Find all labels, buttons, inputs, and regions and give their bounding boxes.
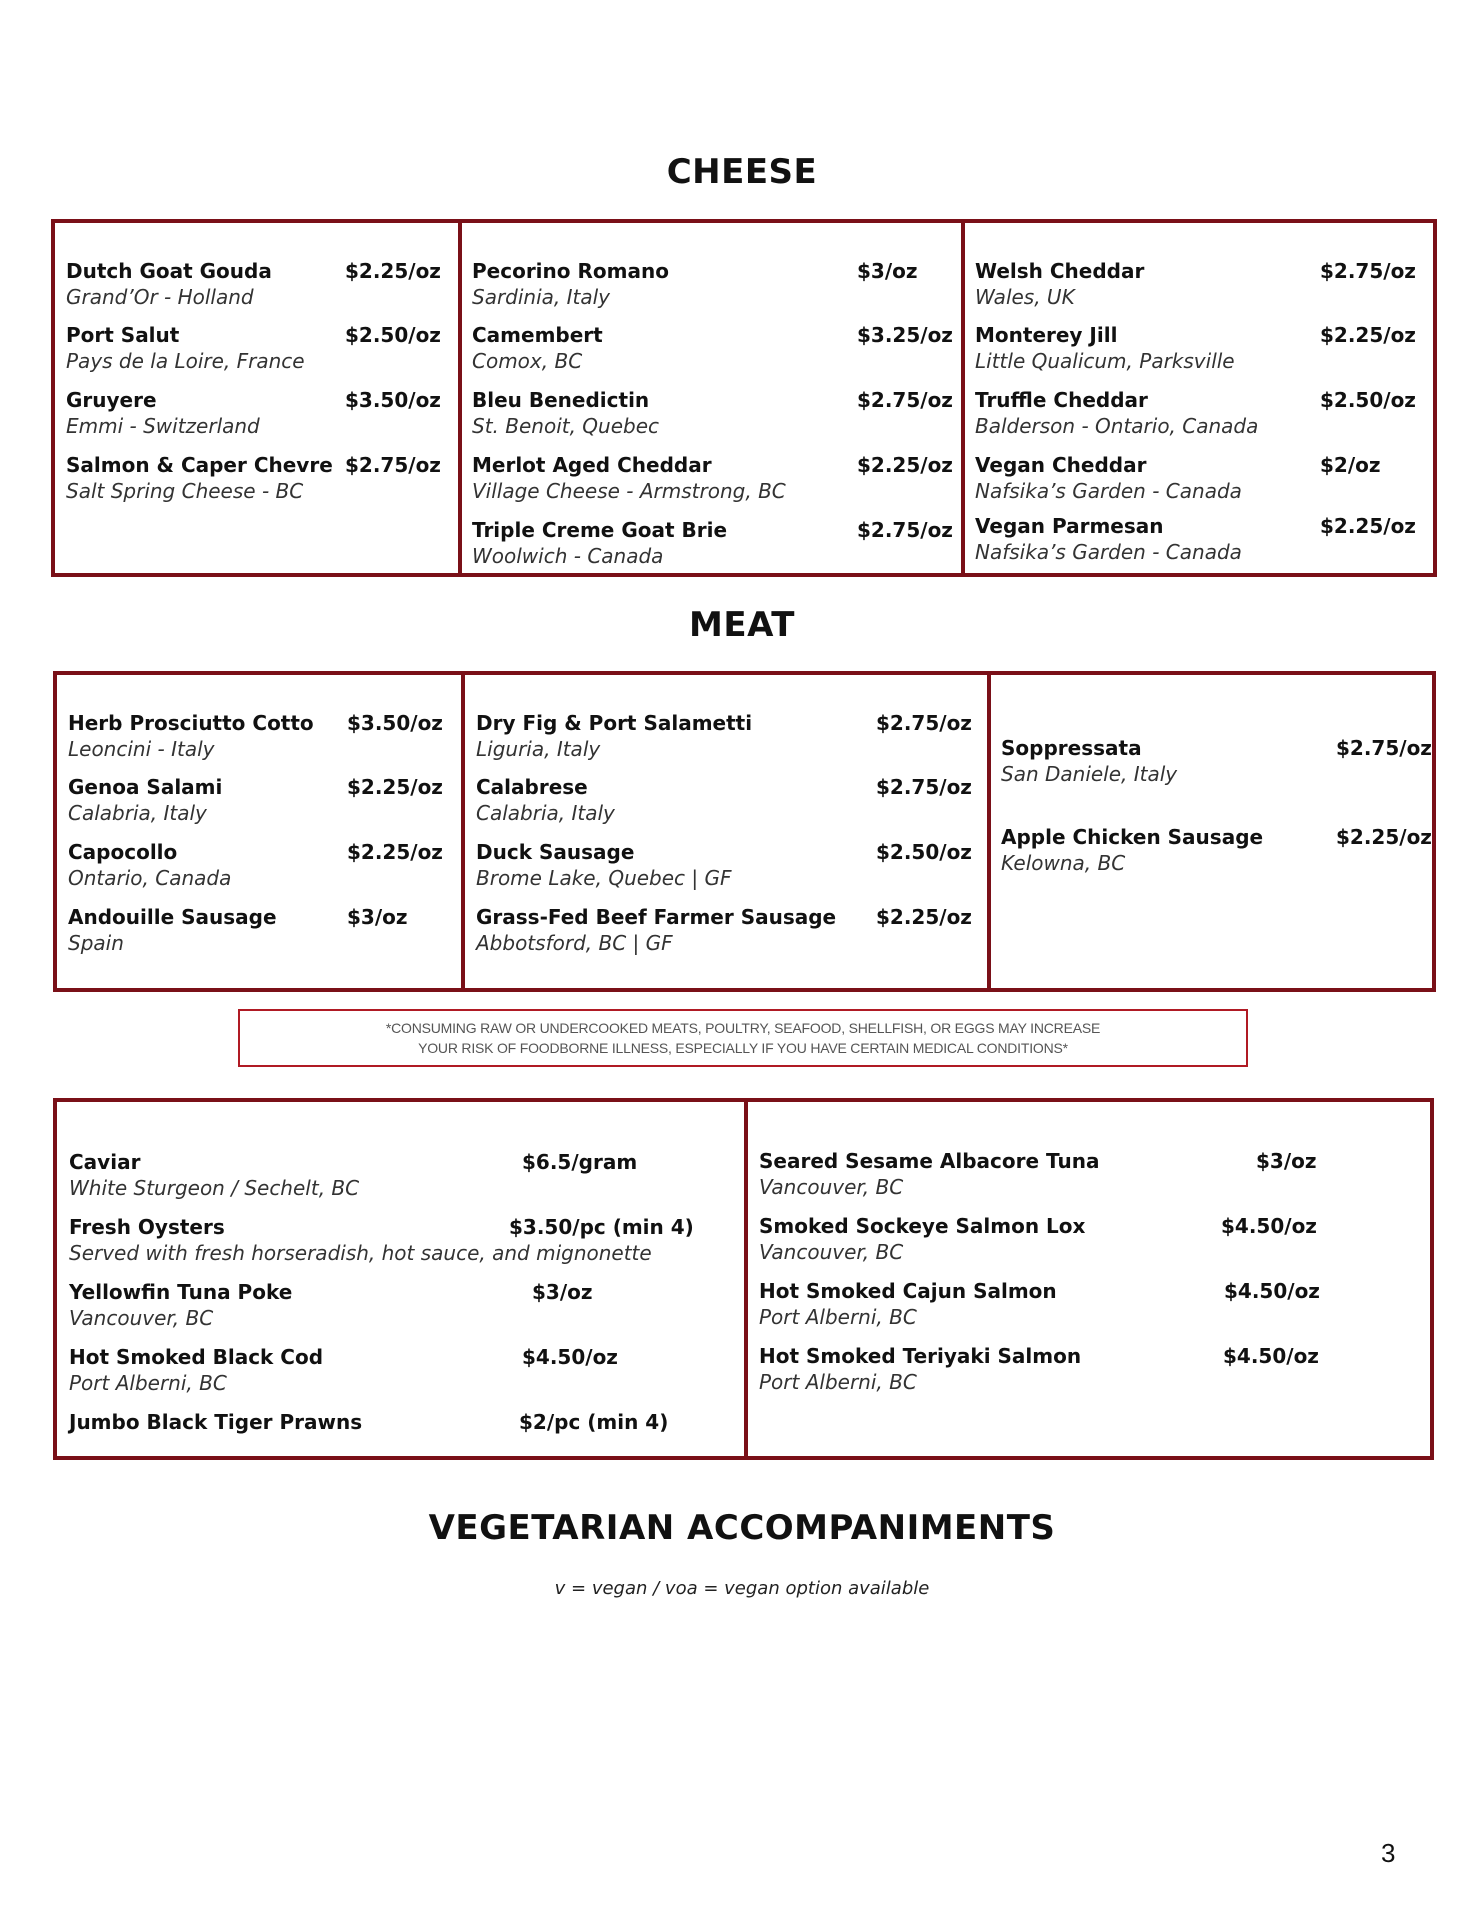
menu-item (476, 840, 972, 890)
menu-item (69, 1280, 593, 1330)
item-origin: Village Cheese - Armstrong, BC (472, 479, 786, 503)
item-price: $2.25/oz (347, 775, 443, 799)
menu-item (66, 259, 441, 309)
item-origin: Balderson - Ontario, Canada (975, 414, 1259, 438)
menu-item (759, 1344, 1319, 1394)
vegan-legend: v = vegan / voa = vegan option available (554, 1578, 930, 1599)
item-name: Genoa Salami (68, 775, 223, 799)
item-origin: Ontario, Canada (68, 866, 232, 890)
item-price: $3.50/oz (347, 711, 443, 735)
item-price: $2.75/oz (857, 388, 953, 412)
item-price: $3/oz (532, 1280, 593, 1304)
item-origin: White Sturgeon / Sechelt, BC (69, 1176, 360, 1200)
item-price: $2.25/oz (347, 840, 443, 864)
seafood-col-2 (744, 1102, 1430, 1456)
item-origin: Kelowna, BC (1001, 851, 1126, 875)
item-name: Herb Prosciutto Cotto (68, 711, 314, 735)
item-origin: Nafsika’s Garden - Canada (975, 479, 1242, 503)
meat-col-3 (987, 675, 1432, 988)
menu-item (68, 711, 443, 761)
menu-item (69, 1410, 669, 1434)
menu-item (66, 323, 441, 373)
item-origin: Abbotsford, BC | GF (476, 931, 673, 955)
cheese-col-2 (458, 223, 961, 573)
item-origin: Nafsika’s Garden - Canada (975, 540, 1242, 564)
item-name: Triple Creme Goat Brie (472, 518, 728, 542)
item-origin: Little Qualicum, Parksville (975, 349, 1235, 373)
menu-item (476, 905, 972, 955)
menu-item (69, 1215, 694, 1265)
item-name: Vegan Parmesan (975, 514, 1164, 538)
menu-item (975, 453, 1381, 503)
item-name: Monterey Jill (975, 323, 1118, 347)
meat-box (53, 671, 1436, 992)
menu-item (472, 323, 953, 373)
item-price: $2.25/oz (1320, 323, 1416, 347)
item-price: $2.25/oz (345, 259, 441, 283)
item-price: $2.75/oz (857, 518, 953, 542)
item-name: Pecorino Romano (472, 259, 669, 283)
page-number: 3 (1381, 1838, 1396, 1868)
item-price: $2.75/oz (876, 711, 972, 735)
item-price: $2/oz (1320, 453, 1381, 477)
item-name: Hot Smoked Cajun Salmon (759, 1279, 1057, 1303)
item-name: Merlot Aged Cheddar (472, 453, 712, 477)
warning-line-1: *CONSUMING RAW OR UNDERCOOKED MEATS, POULTRY, SEAFOOD, SHELLFISH, OR EGGS MAY INCREASE (385, 1020, 1101, 1036)
item-name: Bleu Benedictin (472, 388, 650, 412)
item-origin: Spain (68, 931, 124, 955)
item-origin: Wales, UK (975, 285, 1075, 309)
item-origin: Port Alberni, BC (759, 1305, 917, 1329)
item-name: Port Salut (66, 323, 180, 347)
item-name: Grass-Fed Beef Farmer Sausage (476, 905, 837, 929)
item-name: Vegan Cheddar (975, 453, 1147, 477)
menu-item (975, 323, 1416, 373)
item-price: $3.50/oz (345, 388, 441, 412)
item-price: $2.25/oz (1336, 825, 1432, 849)
item-price: $3.50/pc (min 4) (509, 1215, 694, 1239)
item-origin: Emmi - Switzerland (66, 414, 260, 438)
cheese-title: CHEESE (666, 152, 818, 192)
item-price: $3.25/oz (857, 323, 953, 347)
seafood-col-1 (57, 1102, 744, 1456)
menu-item (472, 259, 918, 309)
menu-item (68, 905, 408, 955)
item-name: Fresh Oysters (69, 1215, 225, 1239)
item-name: Caviar (69, 1150, 141, 1174)
item-origin: St. Benoit, Quebec (472, 414, 660, 438)
item-price: $4.50/oz (1223, 1344, 1319, 1368)
item-origin: Leoncini - Italy (68, 737, 215, 761)
item-origin: Sardinia, Italy (472, 285, 611, 309)
menu-item (69, 1345, 618, 1395)
item-name: Hot Smoked Teriyaki Salmon (759, 1344, 1082, 1368)
item-name: Camembert (472, 323, 603, 347)
item-price: $2.75/oz (1320, 259, 1416, 283)
item-price: $2/pc (min 4) (519, 1410, 669, 1434)
item-price: $4.50/oz (1224, 1279, 1320, 1303)
item-name: Jumbo Black Tiger Prawns (69, 1410, 363, 1434)
item-name: Dry Fig & Port Salametti (476, 711, 753, 735)
menu-item (472, 453, 953, 503)
menu-item (66, 388, 441, 438)
item-price: $6.5/gram (522, 1150, 638, 1174)
item-origin: Brome Lake, Quebec | GF (476, 866, 732, 890)
item-price: $3/oz (347, 905, 408, 929)
item-name: Hot Smoked Black Cod (69, 1345, 324, 1369)
item-name: Andouille Sausage (68, 905, 277, 929)
menu-item (66, 453, 441, 503)
item-price: $2.25/oz (1320, 514, 1416, 538)
item-price: $2.50/oz (345, 323, 441, 347)
item-price: $3/oz (1256, 1149, 1317, 1173)
menu-item (69, 1150, 638, 1200)
menu-item (476, 775, 972, 825)
item-origin: Grand’Or - Holland (66, 285, 254, 309)
item-price: $2.25/oz (857, 453, 953, 477)
menu-item (975, 259, 1416, 309)
item-name: Soppressata (1001, 736, 1142, 760)
menu-item (975, 388, 1416, 438)
item-name: Yellowfin Tuna Poke (69, 1280, 293, 1304)
menu-item (472, 518, 953, 568)
menu-item (68, 775, 443, 825)
item-price: $3/oz (857, 259, 918, 283)
cheese-box (51, 219, 1437, 577)
item-name: Truffle Cheddar (975, 388, 1148, 412)
item-origin: Comox, BC (472, 349, 583, 373)
menu-item (1001, 736, 1432, 786)
menu-item (759, 1214, 1317, 1264)
meat-col-2 (461, 675, 987, 988)
menu-item (68, 840, 443, 890)
item-origin: Vancouver, BC (759, 1175, 904, 1199)
meat-col-1 (57, 675, 461, 988)
meat-title: MEAT (689, 605, 795, 645)
cheese-col-1 (55, 223, 458, 573)
item-price: $2.75/oz (1336, 736, 1432, 760)
item-name: Dutch Goat Gouda (66, 259, 272, 283)
item-origin: San Daniele, Italy (1001, 762, 1178, 786)
food-safety-warning (238, 1009, 1248, 1067)
cheese-col-3 (961, 223, 1433, 573)
item-name: Apple Chicken Sausage (1001, 825, 1264, 849)
item-origin: Vancouver, BC (69, 1306, 214, 1330)
warning-line-2: YOUR RISK OF FOODBORNE ILLNESS, ESPECIALLY IF YOU HAVE CERTAIN MEDICAL CONDITIONS* (418, 1040, 1068, 1056)
menu-item (472, 388, 953, 438)
item-price: $2.75/oz (345, 453, 441, 477)
item-name: Gruyere (66, 388, 157, 412)
vegetarian-title: VEGETARIAN ACCOMPANIMENTS (428, 1508, 1056, 1548)
item-origin: Vancouver, BC (759, 1240, 904, 1264)
item-name: Smoked Sockeye Salmon Lox (759, 1214, 1086, 1238)
menu-item (759, 1149, 1317, 1199)
item-origin: Calabria, Italy (476, 801, 615, 825)
item-origin: Port Alberni, BC (759, 1370, 917, 1394)
item-name: Calabrese (476, 775, 588, 799)
item-name: Salmon & Caper Chevre (66, 453, 333, 477)
item-price: $2.50/oz (1320, 388, 1416, 412)
item-origin: Pays de la Loire, France (66, 349, 305, 373)
item-origin: Liguria, Italy (476, 737, 601, 761)
menu-item (476, 711, 972, 761)
seafood-box (53, 1098, 1434, 1460)
item-price: $2.50/oz (876, 840, 972, 864)
item-origin: Served with fresh horseradish, hot sauce, and mignonette (69, 1241, 652, 1265)
item-name: Duck Sausage (476, 840, 635, 864)
item-price: $2.75/oz (876, 775, 972, 799)
item-name: Capocollo (68, 840, 178, 864)
item-name: Seared Sesame Albacore Tuna (759, 1149, 1100, 1173)
menu-item (975, 514, 1416, 564)
item-name: Welsh Cheddar (975, 259, 1145, 283)
item-origin: Salt Spring Cheese - BC (66, 479, 304, 503)
menu-item (759, 1279, 1320, 1329)
item-origin: Port Alberni, BC (69, 1371, 227, 1395)
menu-item (1001, 825, 1432, 875)
item-price: $4.50/oz (522, 1345, 618, 1369)
item-origin: Woolwich - Canada (472, 544, 664, 568)
item-origin: Calabria, Italy (68, 801, 207, 825)
item-price: $2.25/oz (876, 905, 972, 929)
item-price: $4.50/oz (1221, 1214, 1317, 1238)
